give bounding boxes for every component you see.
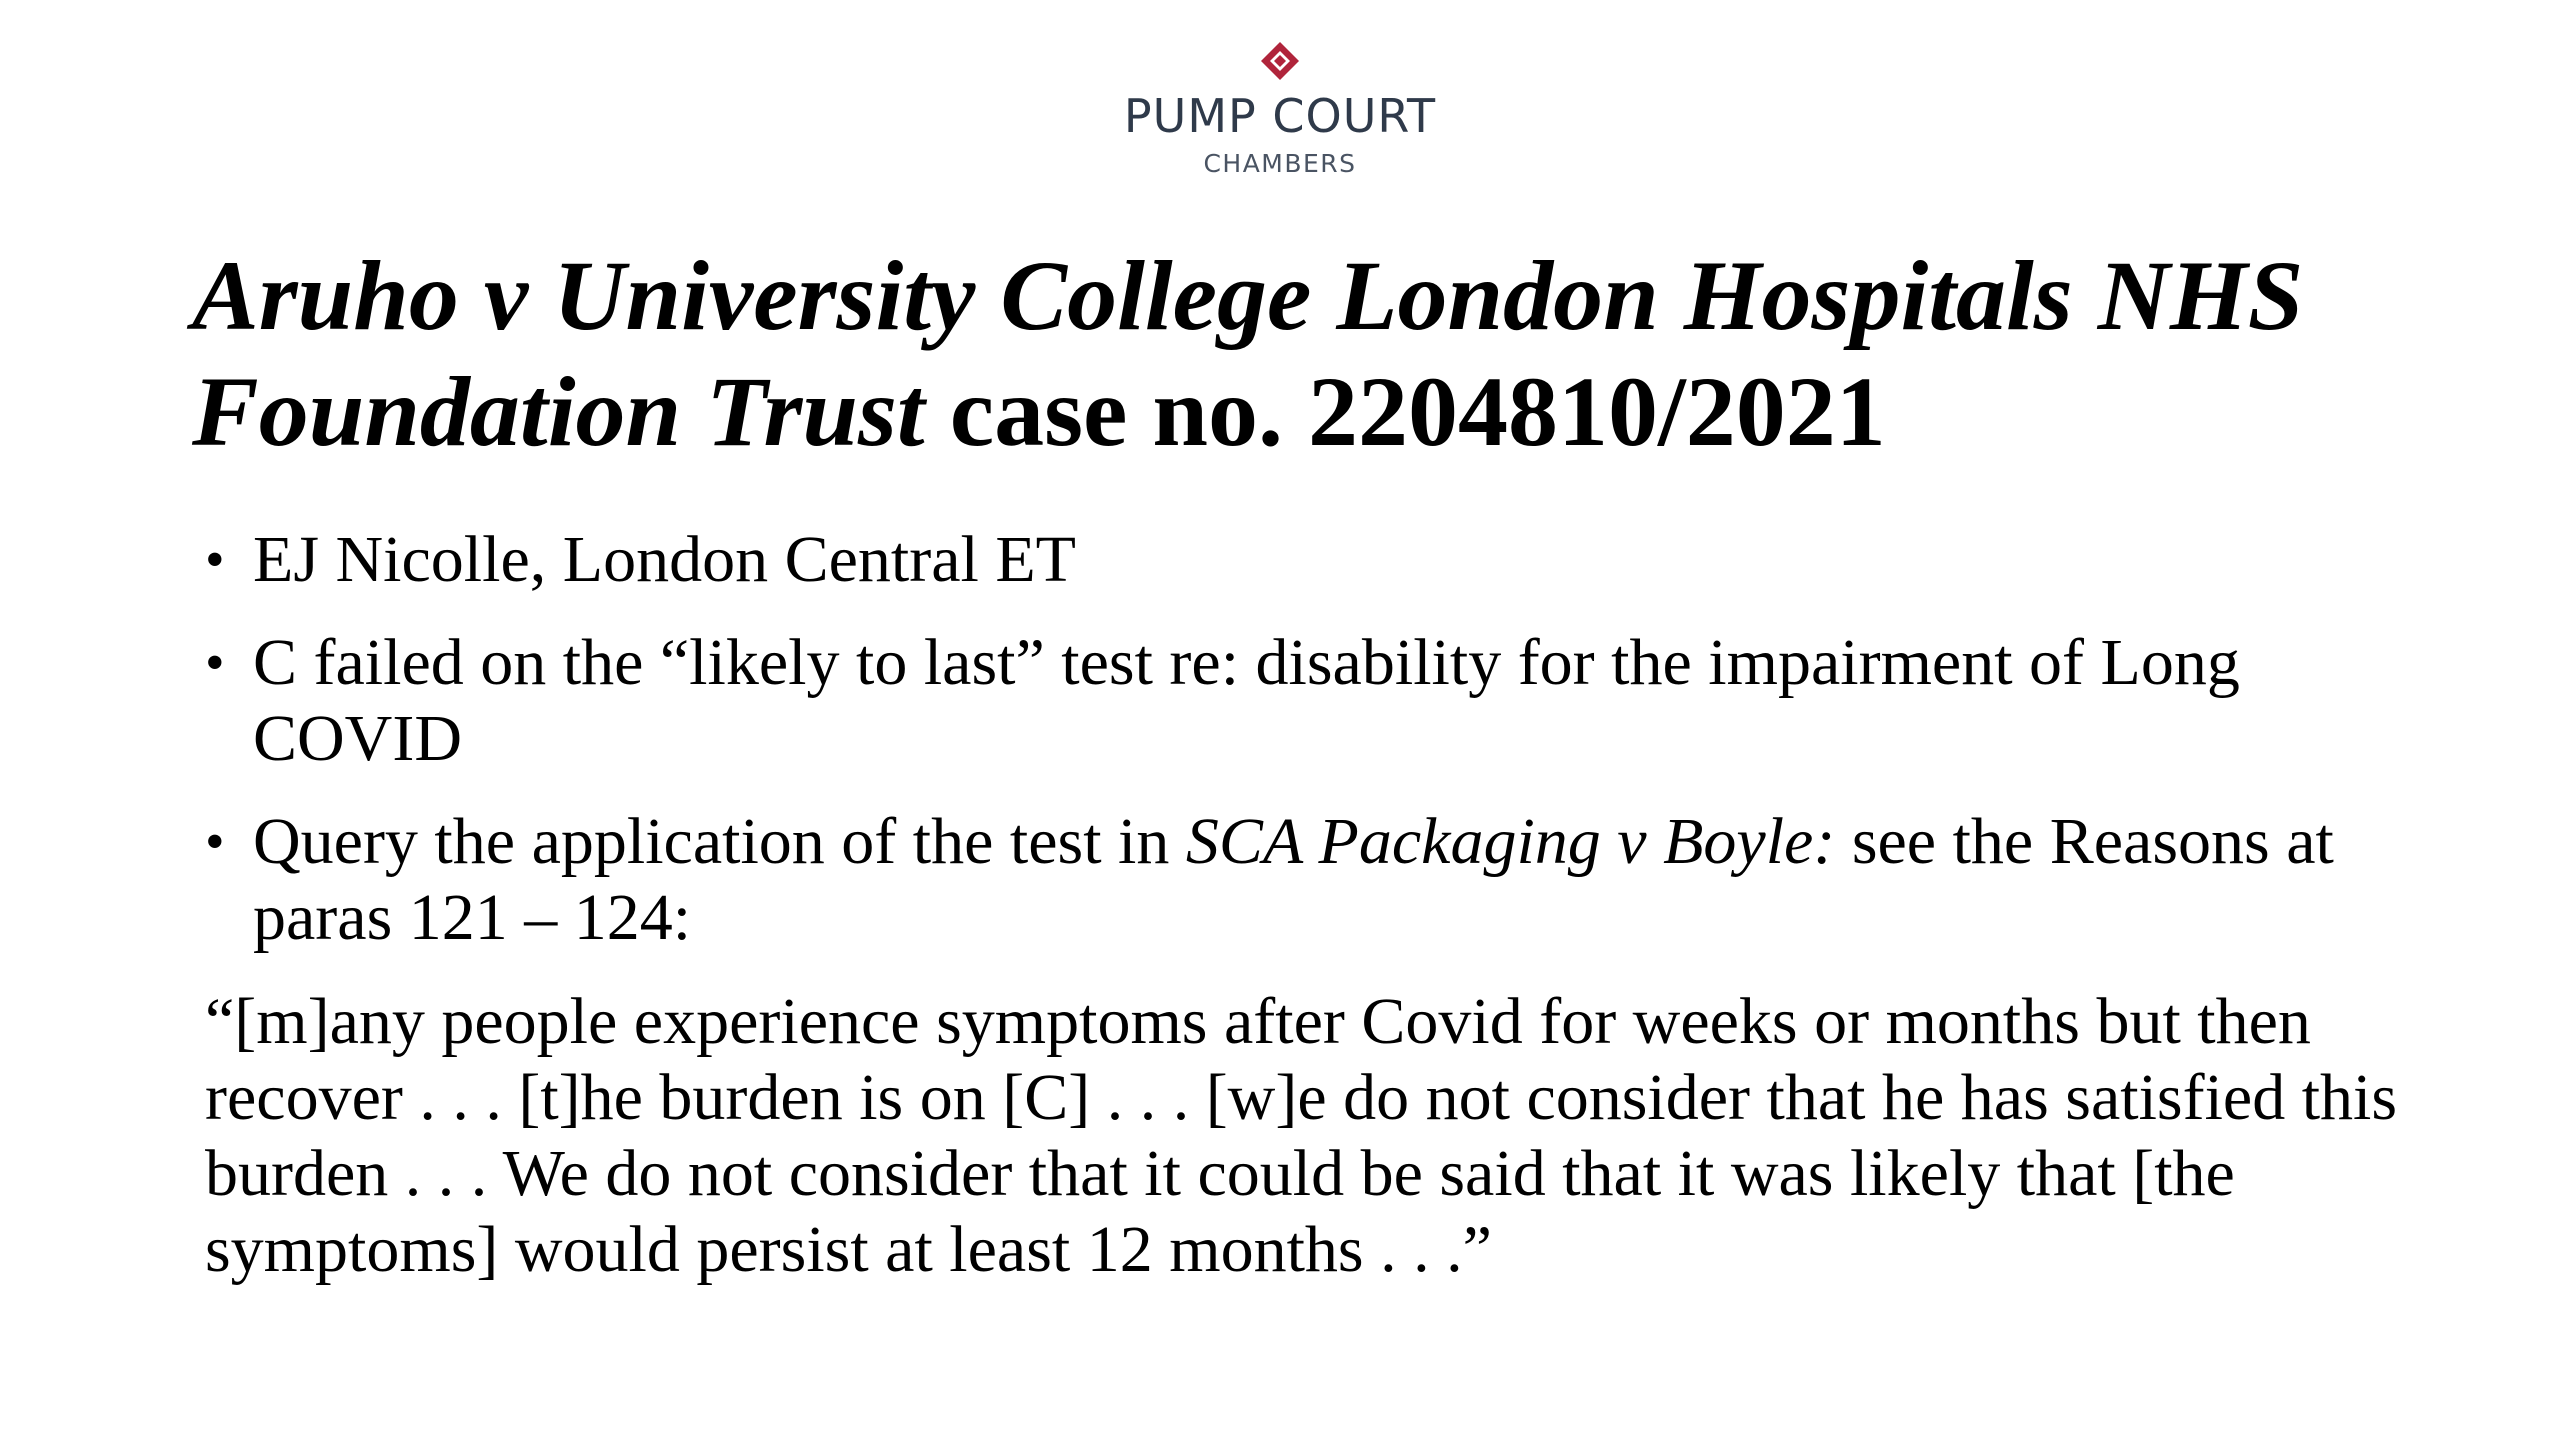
slide-title [192, 238, 2442, 470]
bullet-text: EJ Nicolle, London Central ET [253, 523, 1076, 596]
bullet-text-after: see the Reasons at paras 121 – 124: [253, 805, 2334, 954]
title-case-number: case no. 2204810/2021 [924, 356, 1886, 467]
pump-court-logo [0, 40, 2560, 180]
bullet-item [205, 804, 2405, 956]
bullet-item [205, 625, 2405, 777]
bullet-case-citation: SCA Packaging v Boyle: [1185, 805, 1836, 878]
diamond-logo-icon [1259, 40, 1301, 82]
logo-name: PUMP COURT [1123, 89, 1437, 143]
logo-subtitle: CHAMBERS [1203, 149, 1357, 178]
bullet-dot-icon: • [205, 529, 225, 591]
quote-text: “[m]any people experience symptoms after Covid for weeks or months but then recover . . . [t]he burden is on [C] . . . [w]e do not consider that he has satisfied this burden . . . We do not consider that it could be said that it was likely that [the symptoms] would persist at least 12 months . . .” [205, 985, 2398, 1286]
bullet-dot-icon: • [205, 811, 225, 873]
bullet-item [205, 522, 2405, 598]
bullet-list [205, 522, 2405, 983]
bullet-text: C failed on the “likely to last” test re: disability for the impairment of Long COVID [253, 626, 2240, 775]
bullet-dot-icon: • [205, 632, 225, 694]
bullet-text-before: Query the application of the test in [253, 805, 1186, 878]
title-case-name: Aruho v University College London Hospitals NHS Foundation Trust [192, 240, 2304, 467]
